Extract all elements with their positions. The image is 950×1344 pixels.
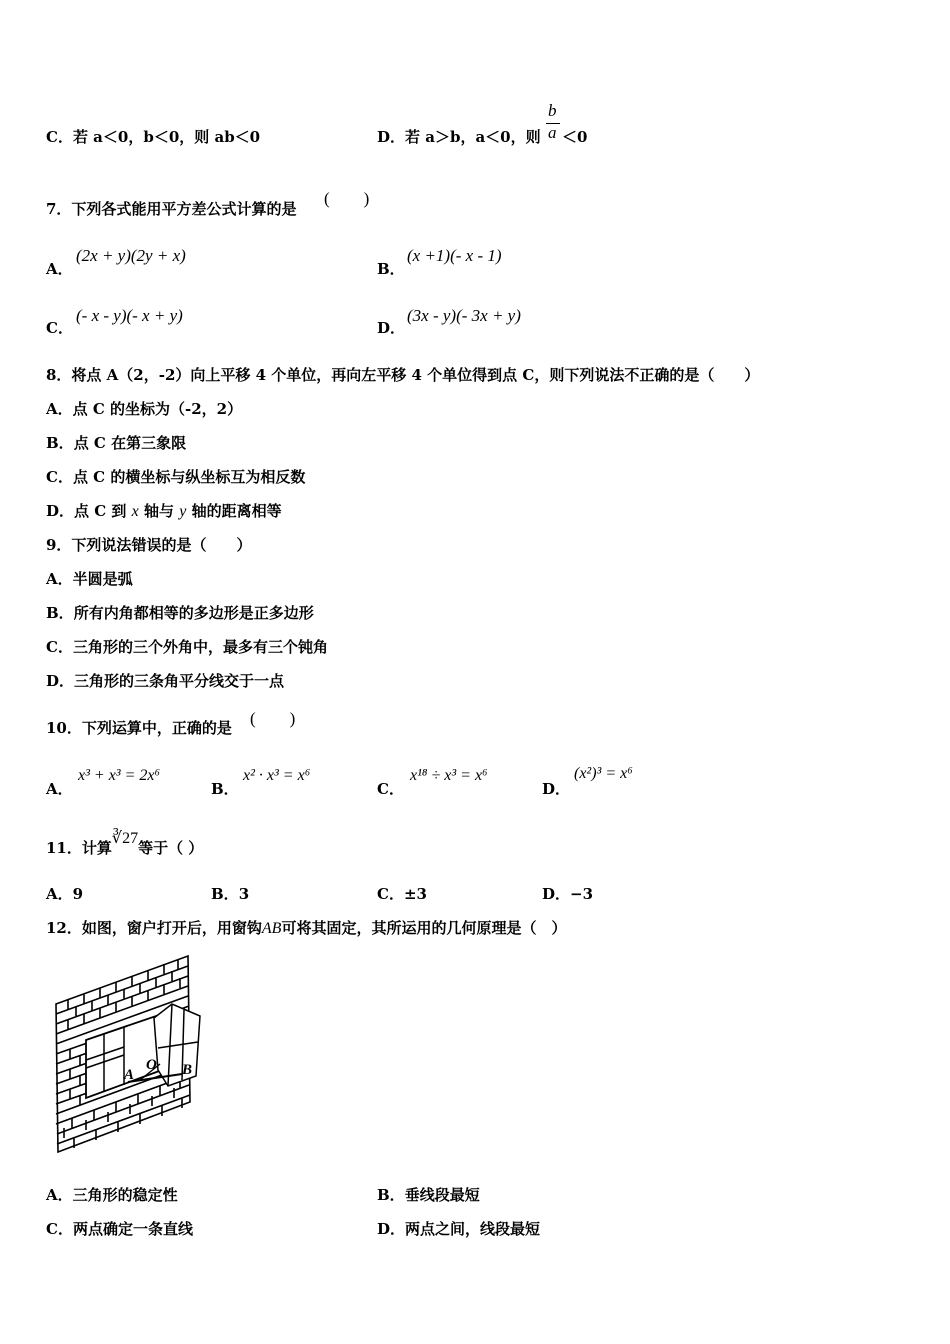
cube-root: ∛27: [111, 830, 139, 847]
option-label: D．: [377, 128, 406, 146]
option-label: D．: [377, 1220, 406, 1238]
option-text: 3: [238, 885, 250, 903]
option-text: 两点之间，线段最短: [405, 1220, 541, 1238]
point-a-label: A: [124, 1067, 135, 1083]
q7-option-a-expr: (2x + y)(2y + x): [76, 246, 186, 265]
q10-option-b-expr: x² · x³ = x⁶: [243, 767, 311, 784]
q6-option-c: [46, 127, 260, 147]
q8-option-d: [46, 501, 282, 522]
stem-text: 可将其固定，其所运用的几何原理是（ ）: [281, 919, 567, 937]
option-text: 半圆是弧: [72, 570, 133, 588]
option-text: 所有内角都相等的多边形是正多边形: [73, 604, 314, 622]
option-text: 点 C 在第三象限: [73, 434, 187, 452]
math-ab: AB: [261, 920, 282, 937]
q8-option-a: [46, 399, 242, 419]
q10-paren: ( ): [250, 709, 296, 728]
q6-option-d: [377, 127, 541, 147]
option-text: 若 a＞b，a＜0，则: [405, 128, 541, 146]
q6-option-d-tail: ＜0: [562, 128, 588, 146]
option-text: 点 C 的横坐标与纵坐标互为相反数: [72, 468, 306, 486]
q10-option-c-expr: x¹⁸ ÷ x³ = x⁶: [410, 767, 488, 784]
math-x: x: [131, 503, 139, 520]
point-o-label: O: [146, 1057, 157, 1073]
q10-option-d-label: D．: [542, 780, 571, 798]
option-text: 9: [72, 885, 84, 903]
q7-option-c-label: C．: [46, 319, 73, 337]
q11-option-d: [542, 884, 593, 904]
option-text: 垂线段最短: [404, 1186, 480, 1204]
q7-option-c-expr: (- x - y)(- x + y): [76, 306, 183, 325]
window-brick-wall-figure: [50, 952, 210, 1157]
q9-option-c: [46, 637, 328, 657]
q10-option-c-label: C．: [377, 780, 404, 798]
point-b-label: B: [182, 1062, 193, 1078]
q9-option-b: [46, 603, 314, 623]
q9-option-a: [46, 569, 133, 589]
q8-option-b: [46, 433, 186, 453]
q9-option-d: [46, 671, 284, 691]
option-label: B．: [377, 1186, 405, 1204]
option-label: A．: [46, 885, 73, 903]
q7-stem: 7．下列各式能用平方差公式计算的是: [46, 200, 297, 218]
q11-option-a: [46, 884, 83, 904]
q7-option-b-label: B．: [377, 260, 405, 278]
q7-paren: ( ): [324, 189, 370, 208]
option-label: A．: [46, 1186, 73, 1204]
q10-stem: 10．下列运算中，正确的是: [46, 719, 232, 737]
q7-option-d-label: D．: [377, 319, 406, 337]
option-label: B．: [46, 434, 74, 452]
q10-option-a-expr: x³ + x³ = 2x⁶: [78, 767, 161, 784]
option-label: D．: [542, 885, 571, 903]
option-label: C．: [46, 1220, 73, 1238]
option-label: B．: [46, 604, 74, 622]
q11-option-c: [377, 884, 427, 904]
option-text: 三角形的三条角平分线交于一点: [74, 672, 285, 690]
option-label: C．: [377, 885, 404, 903]
q10-option-a-label: A．: [46, 780, 73, 798]
q12-option-b: [377, 1185, 480, 1205]
q11-stem: [46, 830, 204, 859]
option-text: 三角形的稳定性: [72, 1186, 178, 1204]
option-label: A．: [46, 400, 73, 418]
option-label: C．: [46, 638, 73, 656]
q12-option-a: [46, 1185, 178, 1205]
option-text: −3: [570, 885, 594, 903]
option-text: 点 C 到: [74, 502, 127, 520]
option-label: A．: [46, 570, 73, 588]
option-label: D．: [46, 672, 75, 690]
option-label: D．: [46, 502, 75, 520]
option-label: B．: [211, 885, 239, 903]
q8-option-c: [46, 467, 305, 487]
fraction-numerator: b: [548, 101, 557, 120]
option-label: C．: [46, 468, 73, 486]
q11-option-b: [211, 884, 249, 904]
q9-stem: 9．下列说法错误的是（ ）: [46, 536, 252, 554]
option-label: C．: [46, 128, 73, 146]
option-text: 三角形的三个外角中，最多有三个钝角: [72, 638, 328, 656]
fraction-denominator: a: [548, 123, 557, 142]
option-text: 若 a＜0，b＜0，则 ab＜0: [72, 128, 261, 146]
q12-stem: [46, 918, 566, 939]
option-text: 点 C 的坐标为（-2，2）: [72, 400, 243, 418]
q10-option-b-label: B．: [211, 780, 239, 798]
q12-option-c: [46, 1219, 193, 1239]
q10-option-d-expr: (x²)³ = x⁶: [574, 765, 633, 782]
q12-option-d: [377, 1219, 540, 1239]
q7-option-d-expr: (3x - y)(- 3x + y): [407, 306, 521, 325]
math-y: y: [179, 503, 187, 520]
option-text: 轴与: [143, 502, 174, 520]
option-text: 两点确定一条直线: [72, 1220, 193, 1238]
stem-text: 11．计算: [46, 839, 112, 857]
stem-text: 等于（ ）: [138, 839, 204, 857]
q8-stem: 8．将点 A（2，-2）向上平移 4 个单位，再向左平移 4 个单位得到点 C，则下列说法不正确的是（ ）: [46, 366, 760, 384]
q7-option-a-label: A．: [46, 260, 73, 278]
option-text: 轴的距离相等: [191, 502, 282, 520]
q7-option-b-expr: (x +1)(- x - 1): [407, 246, 502, 265]
option-text: ±3: [403, 885, 427, 903]
stem-text: 12．如图，窗户打开后，用窗钩: [46, 919, 262, 937]
